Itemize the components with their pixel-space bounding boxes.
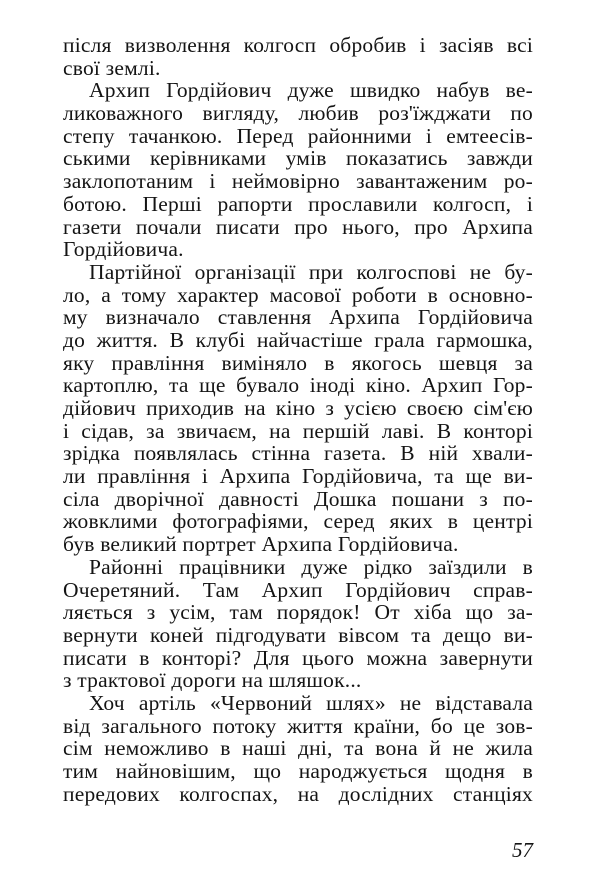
text-line: Районні працівники дуже рідко заїздили в [89, 554, 533, 579]
paragraph [63, 34, 533, 79]
text-line: після визволення колгосп обробив і засіяв всі [63, 33, 533, 57]
text-line: ло, а тому характер масової роботи в основно- [63, 282, 533, 307]
page-text [63, 34, 533, 805]
paragraph [63, 79, 533, 261]
text-line: свої землі. [63, 55, 161, 80]
text-line: степу тачанкою. Перед районними і емтеесів- [63, 123, 533, 148]
text-line: Гордійовича. [63, 237, 184, 262]
text-line: жовклими фотографіями, серед яких в центрі [63, 509, 533, 534]
text-line: яку правління виміняло в якогось шевця за [63, 350, 533, 375]
text-line: передових колгоспах, на дослідних станціях [63, 781, 533, 806]
text-line: Архип Гордійович дуже швидко набув ве- [89, 78, 533, 103]
text-line: Хоч артіль «Червоний шлях» не відставала [89, 690, 533, 715]
text-line: сіла дворічної давності Дошка пошани з по- [63, 486, 533, 511]
text-line: до життя. В клубі найчастіше грала гармошка, [63, 327, 533, 352]
text-line: сім неможливо в наші дні, та вона й не жила [63, 736, 533, 761]
text-line: ликоважного вигляду, любив роз'їжджати по [63, 101, 533, 126]
text-line: ли правління і Архипа Гордійовича, та ще ви- [63, 464, 533, 489]
text-line: з трактової дороги на шляшок... [63, 668, 362, 693]
text-line: ляється з усім, там порядок! От хіба що за- [63, 600, 533, 625]
paragraph [63, 556, 533, 692]
text-line: від загального потоку життя країни, бо це зов- [63, 713, 533, 738]
text-line: тим найновішим, що народжується щодня в [63, 759, 533, 783]
page-number: 57 [512, 838, 533, 862]
text-line: дійович приходив на кіно з усією своєю сім'єю [63, 396, 533, 420]
text-line: Очеретяний. Там Архип Гордійович справ- [63, 577, 533, 602]
text-line: му визначало ставлення Архипа Гордійовича [63, 305, 533, 330]
text-line: газети почали писати про нього, про Архипа [63, 214, 533, 239]
paragraph [63, 692, 533, 805]
text-line: вернути коней підгодувати вівсом та дещо ви- [63, 622, 533, 647]
text-line: писати в конторі? Для цього можна завернути [63, 645, 533, 670]
text-line: Партійної організації при колгоспові не бу- [89, 259, 533, 284]
text-line: і сідав, за звичаєм, на першій лаві. В конторі [63, 418, 533, 443]
paragraph [63, 261, 533, 556]
text-line: зрідка появлялась стінна газета. В ній хвали- [63, 441, 533, 466]
text-line: заклопотаним і неймовірно завантаженим ро- [63, 169, 533, 194]
text-line: ськими керівниками умів показатись завжди [63, 146, 533, 171]
text-line: картоплю, та ще бувало іноді кіно. Архип Гор- [63, 373, 533, 398]
text-line: ботою. Перші рапорти прославили колгосп, і [63, 191, 533, 216]
text-line: був великий портрет Архипа Гордійовича. [63, 532, 459, 557]
